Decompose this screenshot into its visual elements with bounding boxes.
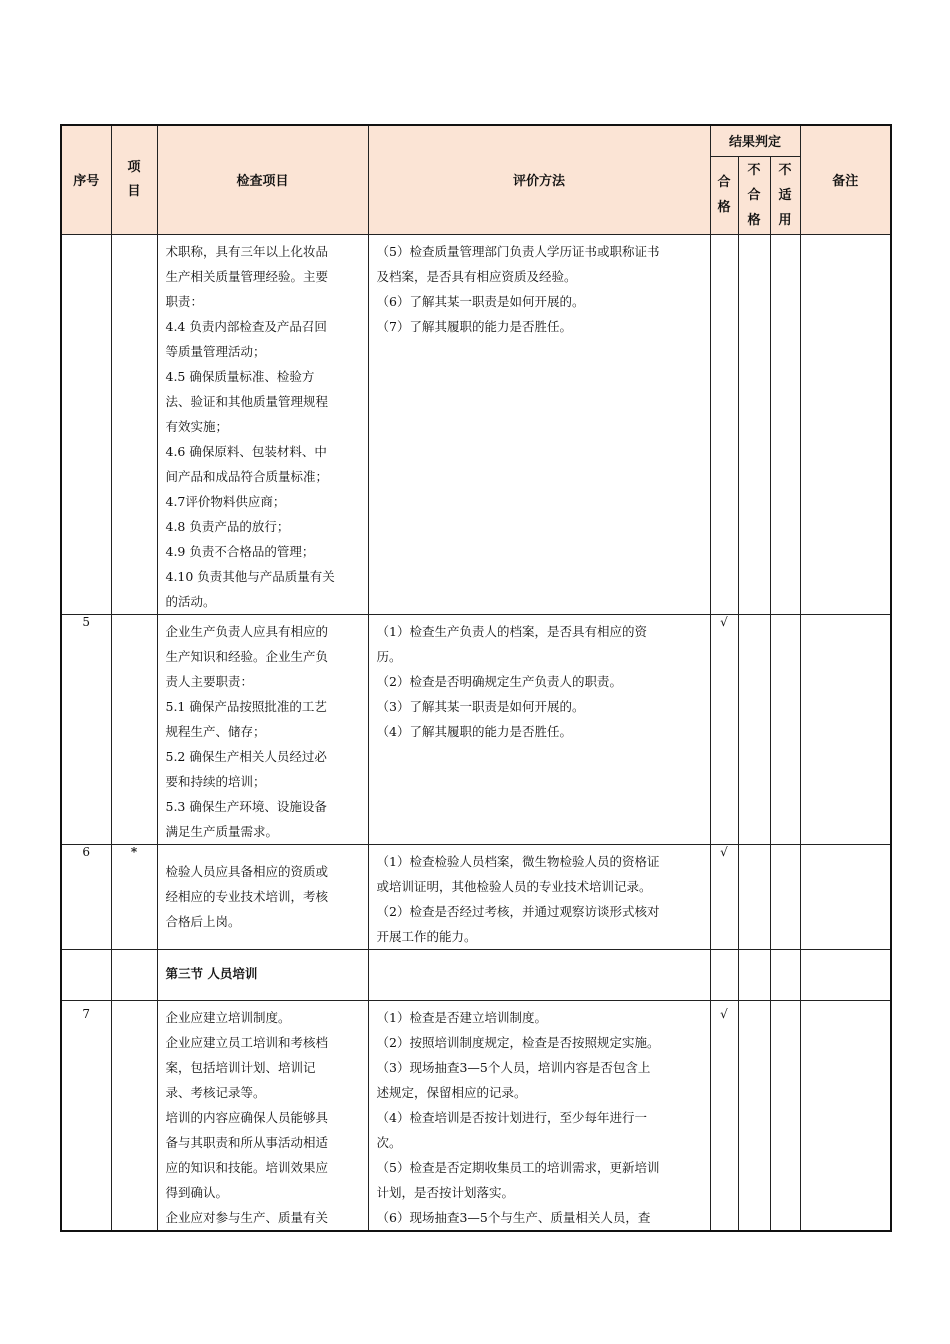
text-line: （5）检查是否定期收集员工的培训需求，更新培训	[376, 1159, 660, 1175]
section-mark	[111, 949, 157, 1000]
header-result: 结果判定	[710, 125, 800, 156]
text-line: 开展工作的能力。	[376, 928, 477, 944]
row-na	[770, 844, 800, 949]
inspection-table	[60, 124, 892, 1232]
check-item-text	[158, 235, 368, 614]
text-line: 企业生产负责人应具有相应的	[165, 623, 329, 639]
check-item-text	[158, 859, 368, 934]
text-line: （3）了解其某一职责是如何开展的。	[376, 698, 585, 714]
text-line: 录、考核记录等。	[165, 1084, 266, 1100]
row-fail	[738, 1000, 770, 1231]
row-check-item	[157, 234, 368, 614]
text-line: 次。	[376, 1134, 402, 1150]
row-remark	[800, 1000, 891, 1231]
text-line: 检验人员应具备相应的资质或	[165, 864, 329, 879]
section-pass	[710, 949, 738, 1000]
row-check-item	[157, 614, 368, 844]
eval-method-text	[369, 845, 710, 949]
text-line: 术职称，具有三年以上化妆品	[165, 243, 329, 259]
text-line: 企业应对参与生产、质量有关	[165, 1209, 329, 1225]
text-line: （1）检查检验人员档案，微生物检验人员的资格证	[376, 853, 660, 869]
row-fail	[738, 844, 770, 949]
table-row	[61, 1000, 891, 1231]
section-fail	[738, 949, 770, 1000]
text-line: 4.4 负责内部检查及产品召回	[165, 318, 327, 334]
header-fail-char: 不	[747, 162, 761, 178]
text-line: （2）检查是否明确规定生产负责人的职责。	[376, 673, 622, 689]
header-na-char: 用	[778, 212, 792, 228]
text-line: （4）了解其履职的能力是否胜任。	[376, 723, 572, 739]
row-mark	[111, 1000, 157, 1231]
header-pass-char: 格	[717, 200, 731, 215]
text-line: 历。	[376, 648, 402, 664]
text-line: 要和持续的培训；	[165, 773, 266, 789]
text-line: （5）检查质量管理部门负责人学历证书或职称证书	[376, 243, 660, 259]
eval-method-text	[369, 1001, 710, 1230]
text-line: 等质量管理活动；	[165, 343, 266, 359]
text-line: 述规定，保留相应的记录。	[376, 1084, 527, 1100]
section-title-text: 第三节 人员培训	[165, 965, 258, 981]
header-item-char: 项	[127, 159, 141, 175]
text-line: 或培训证明，其他检验人员的专业技术培训记录。	[376, 878, 652, 894]
text-line: 4.5 确保质量标准、检验方	[165, 368, 315, 384]
text-line: （2）检查是否经过考核，并通过观察访谈形式核对	[376, 903, 660, 919]
text-line: 4.9 负责不合格品的管理；	[165, 543, 315, 559]
text-line: 及档案，是否具有相应资质及经验。	[376, 268, 577, 284]
check-item-text	[158, 615, 368, 844]
text-line: （6）现场抽查3—5个与生产、质量相关人员，查	[376, 1209, 651, 1225]
table-row	[61, 614, 891, 844]
text-line: 法、验证和其他质量管理规程	[165, 393, 329, 409]
text-line: 5.3 确保生产环境、设施设备	[165, 798, 327, 814]
row-pass: √	[710, 844, 738, 949]
header-na-char: 不	[778, 162, 792, 178]
header-fail-char: 合	[747, 187, 761, 203]
table-row	[61, 844, 891, 949]
text-line: 5.2 确保生产相关人员经过必	[165, 748, 327, 764]
row-pass	[710, 234, 738, 614]
text-line: 4.10 负责其他与产品质量有关	[165, 568, 335, 584]
row-remark	[800, 234, 891, 614]
text-line: 生产知识和经验。企业生产负	[165, 648, 329, 664]
header-eval-method: 评价方法	[368, 125, 710, 234]
text-line: 的活动。	[165, 593, 216, 609]
header-pass-char: 合	[717, 175, 731, 190]
row-pass: √	[710, 614, 738, 844]
text-line: 得到确认。	[165, 1184, 229, 1200]
row-remark	[800, 844, 891, 949]
text-line: （1）检查是否建立培训制度。	[376, 1009, 547, 1025]
header-fail-char: 格	[747, 212, 761, 228]
row-check-item	[157, 844, 368, 949]
text-line: 应的知识和技能。培训效果应	[165, 1159, 329, 1175]
row-mark	[111, 234, 157, 614]
section-seq	[61, 949, 111, 1000]
row-na	[770, 614, 800, 844]
text-line: 经相应的专业技术培训，考核	[165, 889, 329, 904]
text-line: （6）了解其某一职责是如何开展的。	[376, 293, 585, 309]
text-line: 5.1 确保产品按照批准的工艺	[165, 698, 327, 714]
row-mark: *	[111, 844, 157, 949]
row-remark	[800, 614, 891, 844]
text-line: 备与其职责和所从事活动相适	[165, 1134, 329, 1150]
row-eval-method	[368, 614, 710, 844]
header-check-item: 检查项目	[157, 125, 368, 234]
row-eval-method	[368, 844, 710, 949]
text-line: 合格后上岗。	[165, 914, 241, 929]
row-seq: 5	[61, 614, 111, 844]
row-eval-method	[368, 1000, 710, 1231]
text-line: 责人主要职责：	[165, 673, 254, 689]
eval-method-text	[369, 615, 710, 744]
header-item-char: 目	[127, 183, 141, 199]
text-line: 生产相关质量管理经验。主要	[165, 268, 329, 284]
row-seq	[61, 234, 111, 614]
text-line: 4.6 确保原料、包装材料、中	[165, 443, 327, 459]
text-line: 企业应建立员工培训和考核档	[165, 1034, 329, 1050]
row-check-item	[157, 1000, 368, 1231]
section-remark	[800, 949, 891, 1000]
text-line: 有效实施；	[165, 418, 229, 434]
text-line: 满足生产质量需求。	[165, 823, 279, 839]
text-line: 规程生产、储存；	[165, 723, 266, 739]
section-method	[368, 949, 710, 1000]
text-line: 职责：	[165, 293, 204, 309]
header-item	[111, 125, 157, 234]
text-line: （2）按照培训制度规定，检查是否按照规定实施。	[376, 1034, 660, 1050]
row-seq: 7	[61, 1000, 111, 1231]
row-na	[770, 1000, 800, 1231]
header-na	[770, 156, 800, 234]
eval-method-text	[369, 235, 710, 339]
header-pass	[710, 156, 738, 234]
text-line: 案，包括培训计划、培训记	[165, 1059, 316, 1075]
row-na	[770, 234, 800, 614]
row-seq: 6	[61, 844, 111, 949]
text-line: 计划，是否按计划落实。	[376, 1184, 515, 1200]
row-fail	[738, 614, 770, 844]
check-item-text	[158, 1001, 368, 1230]
row-eval-method	[368, 234, 710, 614]
row-fail	[738, 234, 770, 614]
text-line: 间产品和成品符合质量标准；	[165, 468, 329, 484]
header-na-char: 适	[778, 187, 792, 203]
section-na	[770, 949, 800, 1000]
text-line: （7）了解其履职的能力是否胜任。	[376, 318, 572, 334]
table-row	[61, 234, 891, 614]
section-row	[61, 949, 891, 1000]
text-line: 培训的内容应确保人员能够具	[165, 1109, 329, 1125]
row-pass: √	[710, 1000, 738, 1231]
text-line: （1）检查生产负责人的档案，是否具有相应的资	[376, 623, 647, 639]
section-title	[157, 949, 368, 1000]
text-line: 企业应建立培训制度。	[165, 1009, 291, 1025]
text-line: （3）现场抽查3—5个人员，培训内容是否包含上	[376, 1059, 651, 1075]
header-fail	[738, 156, 770, 234]
text-line: 4.7评价物料供应商；	[165, 493, 286, 509]
text-line: （4）检查培训是否按计划进行，至少每年进行一	[376, 1109, 647, 1125]
header-remark: 备注	[800, 125, 891, 234]
text-line: 4.8 负责产品的放行；	[165, 518, 290, 534]
header-seq: 序号	[61, 125, 111, 234]
row-mark	[111, 614, 157, 844]
